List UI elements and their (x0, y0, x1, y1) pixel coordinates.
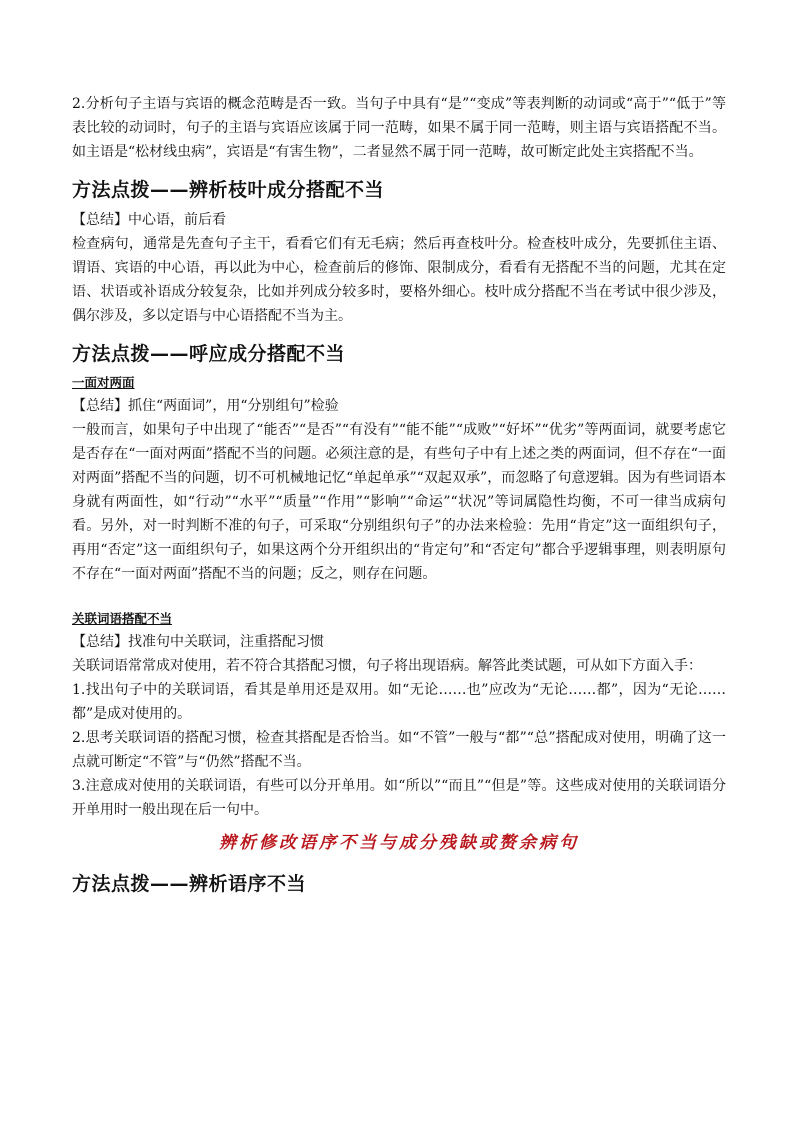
paragraph-conjunctions-3: 3.注意成对使用的关联词语，有些可以分开单用。如“所以”“而且”“但是”等。这些成对使用的关联词语分开单用时一般出现在后一句中。 (72, 778, 726, 818)
heading-word-order: 方法点拨——辨析语序不当 (72, 873, 307, 895)
paragraph-conjunctions: 关联词语常常成对使用，若不符合其搭配习惯，句子将出现语病。解答此类试题，可从如下方面入手： (72, 658, 702, 674)
summary-branch: 【总结】中心语，前后看 (72, 212, 226, 228)
section-title-word-order: 辨析修改语序不当与成分残缺或赘余病句 (219, 833, 579, 853)
subheading-conjunctions: 关联词语搭配不当 (72, 611, 173, 626)
paragraph-branch: 检查病句，通常是先查句子主干，看看它们有无毛病；然后再查枝叶分。检查枝叶成分，先要抓住主语、谓语、宾语的中心语，再以此为中心，检查前后的修饰、限制成分，看看有无搭配不当的问题，尤其在定语、状语或补语成分较复杂，比如并列成分较多时，要格外细心。枝叶成分搭配不当在考试中很少涉及，偶尔涉及，多以定语与中心语搭配不当为主。 (72, 236, 726, 324)
heading-echo-mismatch: 方法点拨——呼应成分搭配不当 (72, 343, 346, 365)
paragraph-conjunctions-1: 1.找出句子中的关联词语，看其是单用还是双用。如“无论……也”应改为“无论……都”，因为“无论……都”是成对使用的。 (72, 682, 726, 722)
spacer (72, 586, 726, 604)
subheading-two-sides: 一面对两面 (72, 375, 135, 390)
heading-branch-mismatch: 方法点拨——辨析枝叶成分搭配不当 (72, 179, 385, 201)
paragraph-conjunctions-2: 2.思考关联词语的搭配习惯，检查其搭配是否恰当。如“不管”一般与“都”“总”搭配成对使用，明确了这一点就可断定“不管”与“仍然”搭配不当。 (72, 730, 726, 770)
paragraph-two-sides: 一般而言，如果句子中出现了“能否”“是否”“有没有”“能不能”“成败”“好坏”“优劣”等两面词，就要考虑它是否存在“一面对两面”搭配不当的问题。必须注意的是，有些句子中有上述之类的两面词，但不存在“一面对两面”搭配不当的问题，切不可机械地记忆“单起单承”“双起双承”，而忽略了句意逻辑。因为有些词语本身就有两面性，如“行动”“水平”“质量”“作用”“影响”“命运”“状况”等词属隐性均衡，不可一律当成病句看。另外，对一时判断不准的句子，可采取“分别组织句子”的办法来检验：先用“肯定”这一面组织句子，再用“否定”这一面组织句子，如果这两个分开组织出的“肯定句”和“否定句”都合乎逻辑事理，则表明原句不存在“一面对两面”搭配不当的问题；反之，则存在问题。 (72, 422, 726, 582)
paragraph-subject-object-category: 2.分析句子主语与宾语的概念范畴是否一致。当句子中具有“是”“变成”等表判断的动词或“高于”“低于”等表比较的动词时，句子的主语与宾语应该属于同一范畴，如果不属于同一范畴，则主语与宾语搭配不当。如主语是“松材线虫病”，宾语是“有害生物”，二者显然不属于同一范畴，故可断定此处主宾搭配不当。 (72, 96, 726, 160)
document-page (72, 92, 726, 902)
summary-two-sides: 【总结】抓住“两面词”，用“分别组句”检验 (72, 398, 339, 414)
summary-conjunctions: 【总结】找准句中关联词，注重搭配习惯 (72, 634, 324, 650)
